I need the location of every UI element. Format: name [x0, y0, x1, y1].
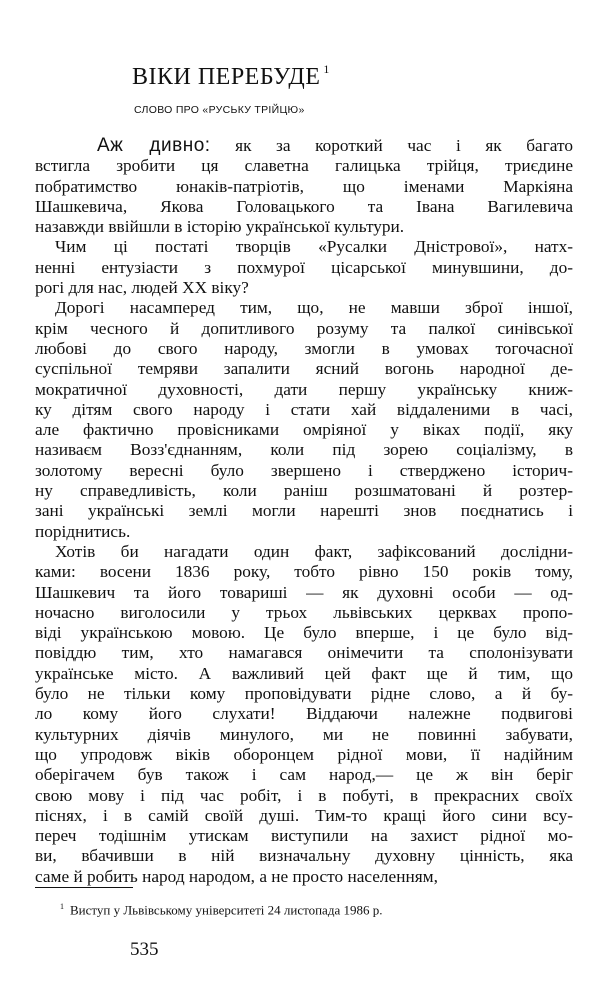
footnote-number: 1 — [60, 902, 64, 911]
line-text: побратимство юнаків-патріотів, що іменами Маркіяна — [35, 176, 573, 196]
text-line — [35, 664, 573, 684]
text-line — [35, 623, 573, 643]
subtitle: СЛОВО ПРО «РУСЬКУ ТРІЙЦЮ» — [134, 104, 305, 116]
text-line — [35, 298, 573, 318]
line-text: встигла зробити ця славетна галицька трійця, триєдине — [35, 156, 573, 176]
lead-words: Аж дивно: — [97, 135, 211, 156]
line-text: піснях, і в самій своїй душі. Тим-то кращі його сини всу- — [35, 805, 573, 825]
footnote-divider — [35, 887, 133, 888]
text-line — [35, 542, 573, 562]
line-text: назавжди ввійшли в історію української культури. — [35, 217, 405, 237]
line-text: любові до свого народу, змогли в умовах тогочасної — [35, 338, 573, 358]
text-line — [35, 745, 573, 765]
text-line — [35, 603, 573, 623]
line-text: ло кому його слухати! Віддаючи належне подвигові — [35, 704, 573, 724]
line-text: Шашкевич та його товариші — як духовні особи — од- — [35, 582, 573, 602]
line-text: Чим ці постаті творців «Русалки Дністрової», натх- — [55, 237, 573, 257]
line-text: віді українською мовою. Це було вперше, і це було від- — [35, 623, 573, 643]
footnote-ref: 1 — [323, 62, 330, 76]
text-line — [35, 400, 573, 420]
line-text: поріднитись. — [35, 521, 131, 541]
line-text: але фактично провісниками омріяної у віках події, яку — [35, 420, 573, 440]
text-line — [35, 217, 573, 237]
text-line — [35, 806, 573, 826]
line-text: називаєм Возз'єднанням, коли під зорею соціалізму, в — [35, 440, 573, 460]
line-text: ну справедливість, коли раніш розшматовані й розтер- — [35, 481, 573, 501]
line-text: саме й робить народ народом, а не просто населенням, — [35, 866, 438, 886]
line-text: було не тільки кому проповідувати рідне слово, а й бу- — [35, 684, 573, 704]
text-line — [35, 704, 573, 724]
text-line — [35, 197, 573, 217]
footnote — [60, 902, 382, 918]
text-line — [35, 136, 573, 156]
text-line — [35, 258, 573, 278]
body-text — [35, 136, 573, 887]
text-line — [35, 420, 573, 440]
text-line — [35, 522, 573, 542]
footnote-text: Виступ у Львівському університеті 24 листопада 1986 р. — [70, 902, 383, 918]
text-line — [35, 867, 573, 887]
line-text: рогі для нас, людей XX віку? — [35, 278, 249, 298]
text-line — [35, 237, 573, 257]
line-text: мократичної духовності, дати першу українську книж- — [35, 379, 573, 399]
text-line — [35, 177, 573, 197]
line-text: зані українські землі могли нарешті знов поєднатись і — [35, 501, 573, 521]
text-line — [35, 684, 573, 704]
line-text: як за короткий час і як багато — [235, 136, 573, 155]
line-text: повіддю тим, хто намагався онімечити та сполонізувати — [35, 643, 573, 663]
text-line — [35, 846, 573, 866]
text-line — [35, 562, 573, 582]
line-text: ненні ентузіасти з похмурої цісарської минувшини, до- — [35, 257, 573, 277]
text-line — [35, 786, 573, 806]
text-line — [35, 765, 573, 785]
line-text: Дорогі насамперед тим, що, не мавши зброї іншої, — [55, 298, 573, 318]
text-line — [35, 481, 573, 501]
line-text: золотому вересні було звершено і стверджено історич- — [35, 460, 573, 480]
line-text: ночасно виголосили у трьох львівських церквах пропо- — [35, 602, 573, 622]
text-line — [35, 319, 573, 339]
text-line — [35, 156, 573, 176]
text-line — [35, 380, 573, 400]
line-text: Шашкевича, Якова Головацького та Івана Вагилевича — [35, 196, 573, 216]
text-line — [35, 725, 573, 745]
text-line — [35, 643, 573, 663]
page-title — [132, 64, 330, 91]
line-text: оберігачем був також і сам народ,— це ж він беріг — [35, 765, 573, 785]
line-text: що упродовж віків оборонцем рідної мови, її надійним — [35, 744, 573, 764]
line-text: ками: восени 1836 року, тобто рівно 150 років тому, — [35, 562, 573, 582]
line-text: ку дітям свого народу і стати хай віддаленими в часі, — [35, 399, 573, 419]
line-text: переч тодішнім утискам виступили на захист рідної мо- — [35, 826, 573, 846]
text-line — [35, 501, 573, 521]
text-line — [35, 583, 573, 603]
text-line — [35, 461, 573, 481]
text-line — [35, 339, 573, 359]
line-text: Хотів би нагадати один факт, зафіксований дослідни- — [55, 541, 573, 561]
text-line — [35, 826, 573, 846]
text-line — [35, 359, 573, 379]
line-text: українське місто. А важливий цей факт ще й тим, що — [35, 663, 573, 683]
text-line — [35, 440, 573, 460]
text-line — [35, 278, 573, 298]
title-text: ВІКИ ПЕРЕБУДЕ — [132, 64, 321, 90]
line-text: суспільної темряви запалити ясний вогонь народної де- — [35, 359, 573, 379]
line-text: крім чесного й допитливого розуму та палкої синівської — [35, 318, 573, 338]
page-number: 535 — [130, 939, 159, 960]
line-text: свою мову і під час робіт, і в побуті, в прекрасних своїх — [35, 785, 573, 805]
line-text: ви, вбачивши в ній визначальну духовну цінність, яка — [35, 846, 573, 866]
line-text: культурних діячів минулого, ми не повинні забувати, — [35, 724, 573, 744]
